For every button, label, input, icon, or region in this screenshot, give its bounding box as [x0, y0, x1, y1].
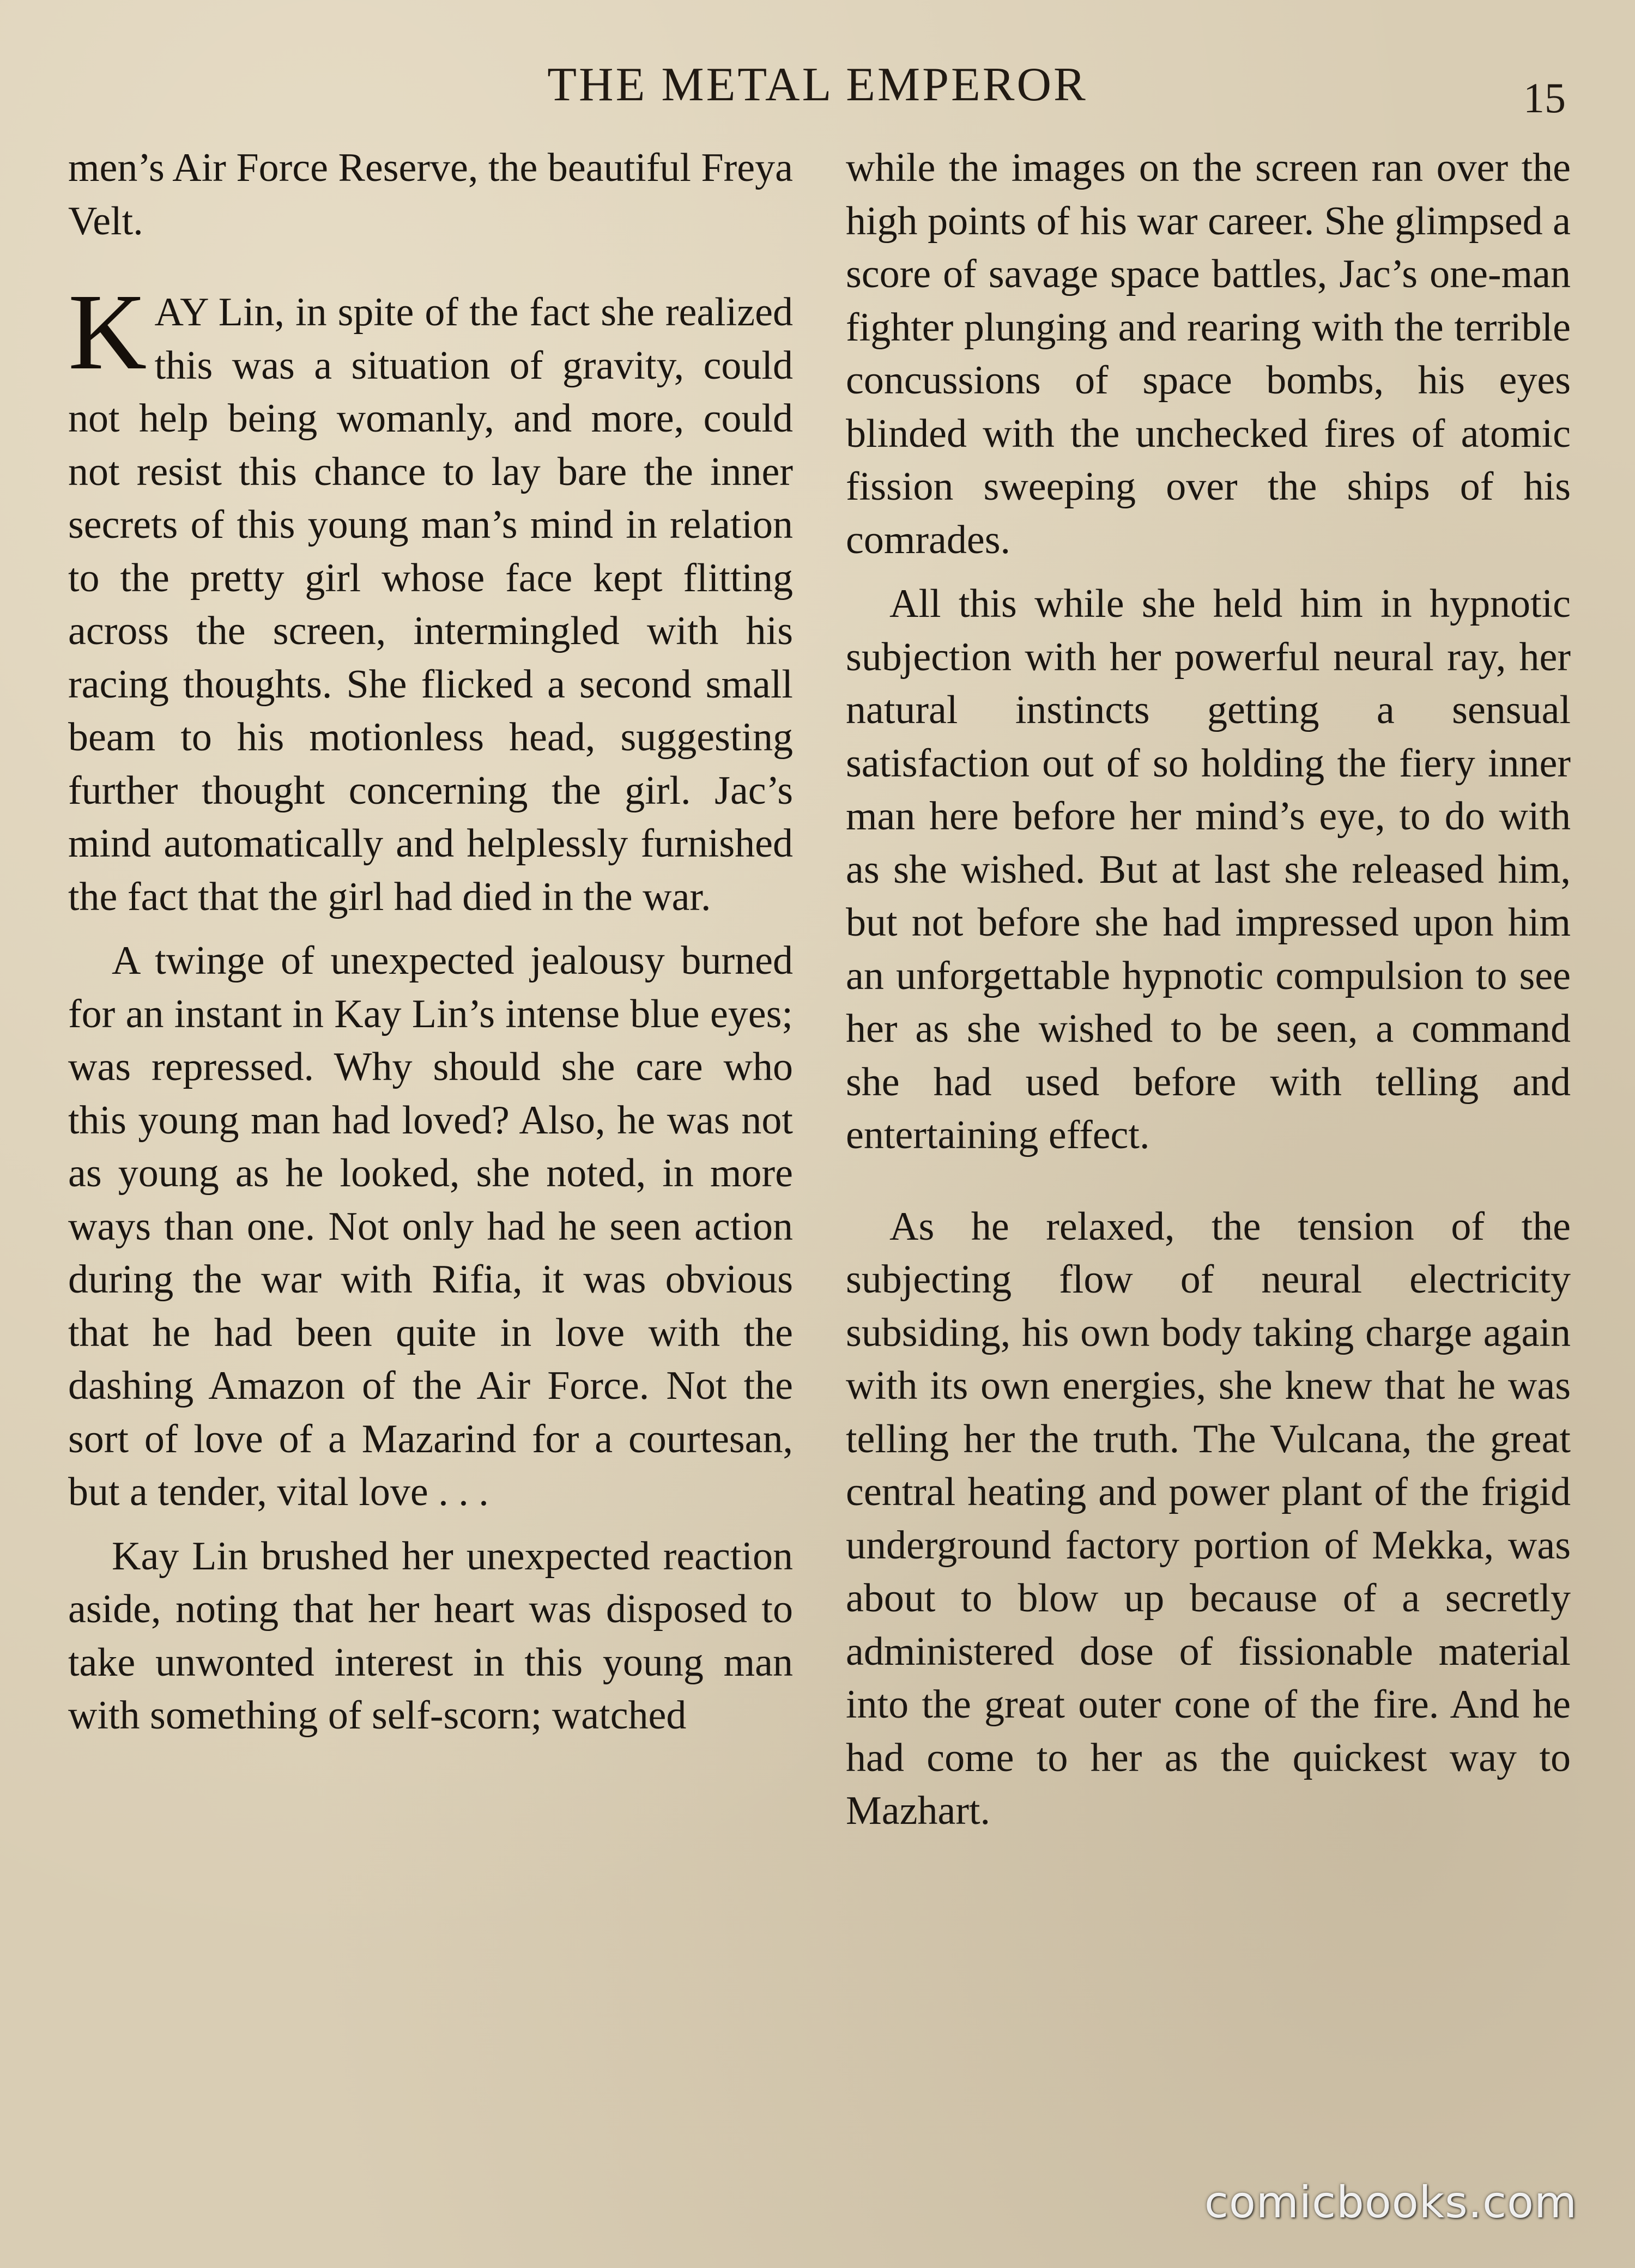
paragraph-3: A twinge of unexpected jealousy burned for an instant in Kay Lin’s intense blue eyes; was repressed. Why should she care who this young man had loved? Also, he was not as young as he looked, she noted, in more ways than one. Not only had he seen action during the war with Rifia, it was obvious that he had been quite in love with the dashing Amazon of the Air Force. Not the sort of love of a Mazarind for a courtesan, but a tender, vital love . . . [68, 938, 793, 1514]
left-column [68, 142, 793, 1743]
paragraph-2-text: AY Lin, in spite of the fact she realized this was a situation of gravity, could not help being womanly, and more, could not resist this chance to lay bare the inner secrets of this young man’s mind in relation to the pretty girl whose face kept flitting across the screen, intermingled with his racing thoughts. She flicked a second small beam to his motionless head, suggesting further thought concerning the girl. Jac’s mind automatically and helplessly furnished the fact that the girl had died in the war. [68, 290, 793, 919]
paragraph-7: As he relaxed, the tension of the subjecting flow of neural electricity subsiding, his own body taking charge again with its own energies, she knew that he was telling her the truth. The Vulcana, the great central heating and power plant of the frigid underground factory portion of Mekka, was about to blow up because of a secretly administered dose of fissionable material into the great outer cone of the fire. And he had come to her as the quickest way to Mazhart. [846, 1204, 1571, 1833]
running-head-title: THE METAL EMPEROR [547, 58, 1088, 111]
right-column [846, 142, 1571, 1838]
paragraph-1: men’s Air Force Reserve, the beautiful Freya Velt. [68, 145, 793, 244]
drop-cap: K [68, 272, 147, 392]
watermark-text: comicbooks.com [1204, 2177, 1578, 2228]
paragraph-6: All this while she held him in hypnotic subjection with her powerful neural ray, her natural instincts getting a sensual satisfaction out of so holding the fiery inner man here before her mind’s eye, to do with as she wished. But at last she released him, but not before she had impressed upon him an unforgettable hypnotic compulsion to see her as she wished to be seen, a command she had used before with telling and entertaining effect. [846, 581, 1571, 1157]
paragraph-5: while the images on the screen ran over the high points of his war career. She glimpsed a score of savage space battles, Jac’s one-man fighter plunging and rearing with the terrible concussions of space bombs, his eyes blinded with the unchecked fires of atomic fission sweeping over the ships of his comrades. [846, 145, 1571, 562]
paragraph-2 [68, 272, 793, 924]
page-number: 15 [1523, 74, 1566, 122]
paragraph-4: Kay Lin brushed her unexpected reaction aside, noting that her heart was disposed to take unwonted interest in this young man with something of self-scorn; watched [68, 1533, 793, 1738]
